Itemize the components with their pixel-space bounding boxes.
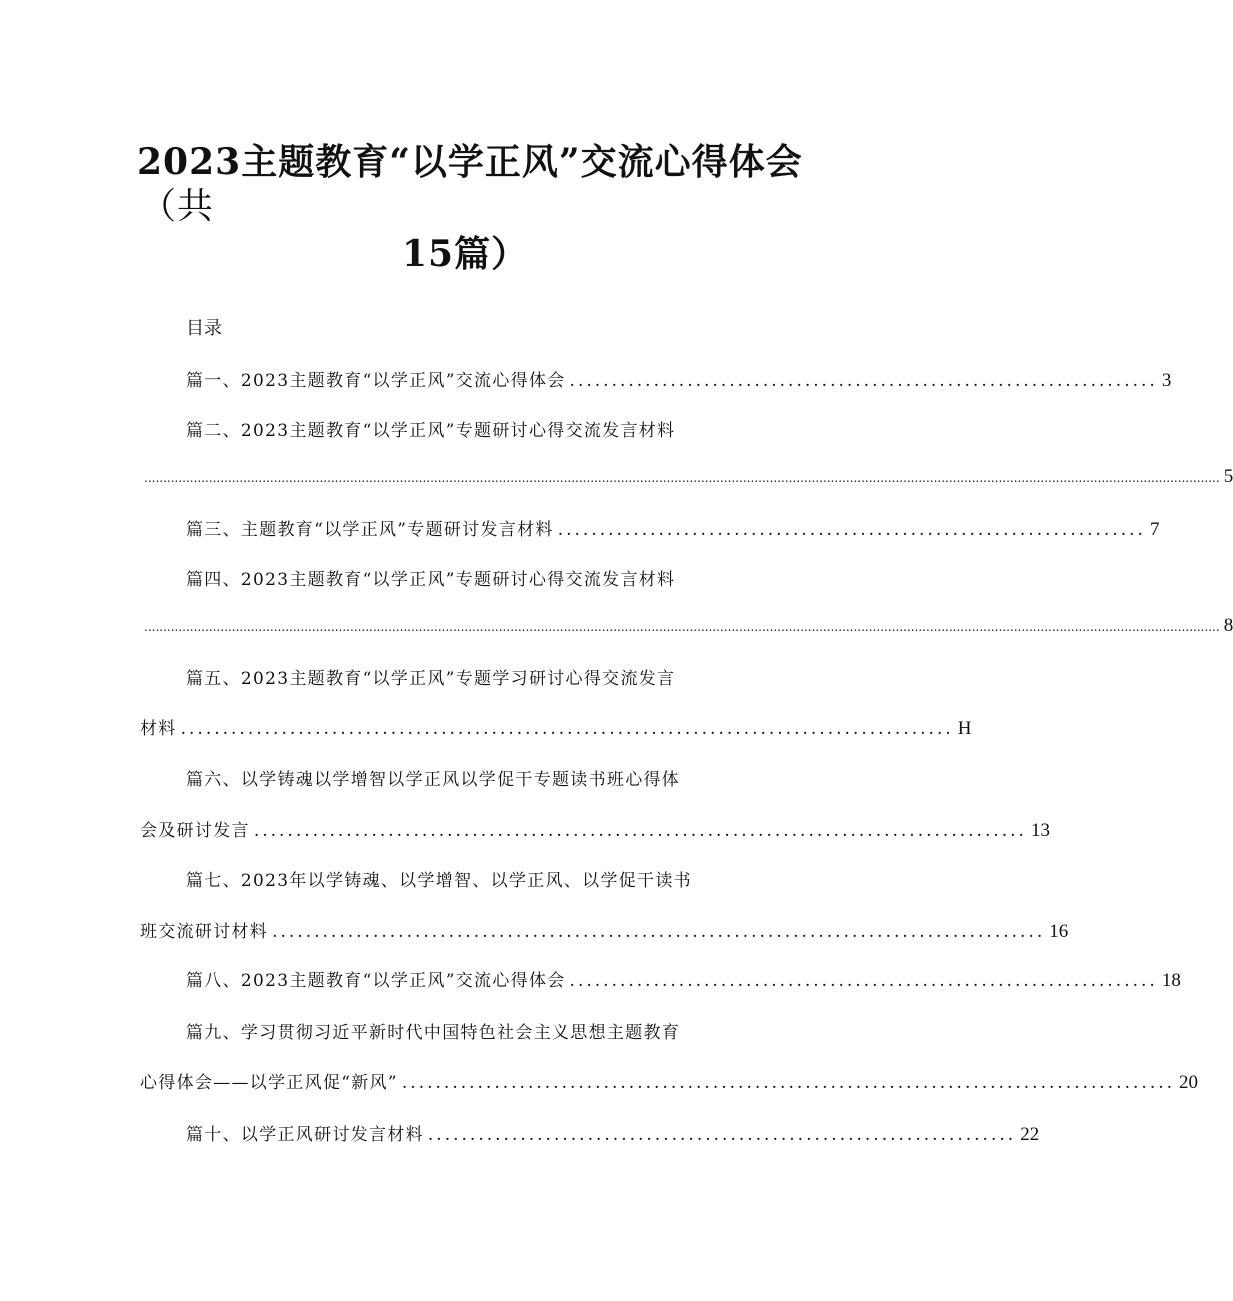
toc-entry-5-cont: 材料 ............................................................................................ H	[140, 718, 972, 739]
toc-page-number: 16	[1049, 921, 1069, 942]
toc-entry-3[interactable]	[186, 515, 1160, 541]
leader-dots: ......................................................................	[427, 1125, 1017, 1145]
toc-entry-1[interactable]	[186, 366, 1172, 392]
toc-page-number: H	[957, 718, 972, 739]
leader-dots: ......................................................................	[569, 971, 1158, 991]
toc-page-number: 3	[1161, 370, 1172, 391]
toc-entry-title: 篇八、2023主题教育“以学正风”交流心得体会	[186, 971, 566, 991]
toc-entry-8[interactable]	[186, 966, 1181, 992]
toc-entry-9-cont: 心得体会——以学正风促“新风” ............................................................................................ 20	[140, 1072, 1199, 1093]
toc-entry-6-cont: 会及研讨发言 ............................................................................................ 13	[140, 820, 1050, 841]
toc-page-number: 8	[1223, 615, 1233, 636]
leader-dots: ............................................................................................	[401, 1073, 1176, 1093]
leader-dots: ..........................................................................................................................................................................................................................................................................................	[144, 620, 1220, 634]
toc-entry-6[interactable]: 篇六、以学铸魂以学增智以学正风以学促干专题读书班心得体	[186, 770, 681, 790]
title-line-1: 2023主题教育“以学正风”交流心得体会	[137, 141, 803, 183]
toc-page-number: 13	[1030, 820, 1050, 841]
toc-entry-9[interactable]: 篇九、学习贯彻习近平新时代中国特色社会主义思想主题教育	[186, 1023, 681, 1043]
title-line-2: （共	[140, 186, 215, 227]
toc-entry-2-leader	[140, 466, 1233, 488]
toc-entry-5[interactable]: 篇五、2023主题教育“以学正风”专题学习研讨心得交流发言	[186, 669, 676, 689]
toc-page-number: 5	[1223, 466, 1233, 487]
toc-entry-10[interactable]	[186, 1120, 1040, 1146]
toc-entry-2[interactable]: 篇二、2023主题教育“以学正风”专题研讨心得交流发言材料	[186, 421, 676, 441]
toc-page-number: 7	[1149, 519, 1160, 540]
title-line-3: 15篇）	[402, 233, 529, 275]
toc-entry-title: 篇一、2023主题教育“以学正风”交流心得体会	[186, 371, 566, 391]
leader-dots: ............................................................................................	[272, 922, 1046, 942]
toc-page-number: 20	[1179, 1072, 1199, 1093]
toc-entry-title: 篇三、主题教育“以学正风”专题研讨发言材料	[186, 520, 554, 540]
toc-heading: 目录	[186, 318, 222, 339]
toc-entry-4[interactable]: 篇四、2023主题教育“以学正风”专题研讨心得交流发言材料	[186, 570, 676, 590]
leader-dots: ..........................................................................................................................................................................................................................................................................................	[144, 471, 1220, 485]
leader-dots: ............................................................................................	[253, 821, 1027, 841]
leader-dots: ......................................................................	[569, 371, 1158, 391]
toc-page-number: 18	[1161, 970, 1181, 991]
toc-entry-title: 篇十、以学正风研讨发言材料	[186, 1125, 424, 1145]
toc-page-number: 22	[1020, 1124, 1040, 1145]
toc-entry-4-leader	[140, 615, 1233, 637]
toc-entry-7-cont: 班交流研讨材料 ............................................................................................ 16	[140, 921, 1069, 942]
leader-dots: ............................................................................................	[180, 719, 954, 739]
leader-dots: ......................................................................	[557, 520, 1146, 540]
toc-entry-7[interactable]: 篇七、2023年以学铸魂、以学增智、以学正风、以学促干读书	[186, 871, 692, 891]
